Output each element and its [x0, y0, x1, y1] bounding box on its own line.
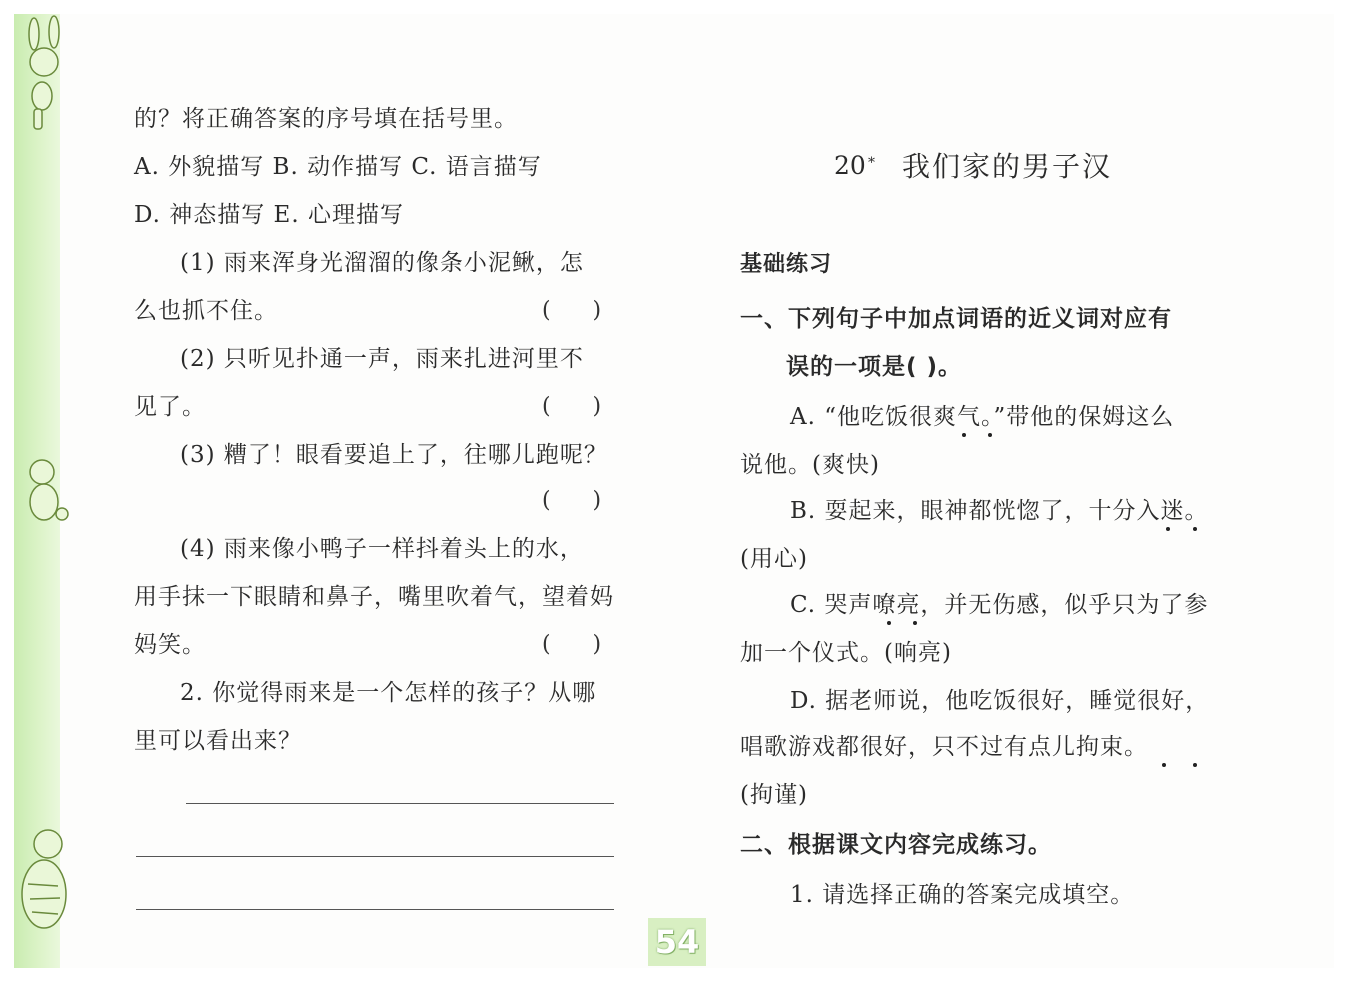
options-line-2: D. 神态描写 E. 心理描写: [134, 202, 404, 228]
option-b-line-2: (用心): [740, 546, 808, 572]
option-b-line-1: B. 耍起来，眼神都恍惚了，十分入迷。: [790, 498, 1209, 524]
section-heading: 基础练习: [740, 252, 833, 277]
question-2-line-1: 2. 你觉得雨来是一个怎样的孩子？从哪: [180, 680, 597, 706]
question-2-sub-1: 1. 请选择正确的答案完成填空。: [790, 882, 1135, 908]
option-c-line-1: C. 哭声嘹亮，并无伤感，似乎只为了参: [790, 592, 1209, 618]
answer-blank-2[interactable]: ( ): [542, 394, 602, 419]
sentence-4-line-3: 妈笑。: [134, 632, 206, 658]
options-line-1: A. 外貌描写 B. 动作描写 C. 语言描写: [134, 154, 542, 180]
emphasis-dot: [988, 433, 992, 437]
sentence-3-line-1: (3) 糟了！眼看要追上了，往哪儿跑呢？: [180, 442, 608, 468]
sentence-4-line-2: 用手抹一下眼睛和鼻子，嘴里吹着气，望着妈: [134, 584, 614, 610]
intro-text: 的？将正确答案的序号填在括号里。: [134, 106, 518, 132]
cartoon-animals-illustration: [14, 14, 84, 968]
emphasis-dot: [1162, 763, 1166, 767]
sentence-2-line-2: 见了。: [134, 394, 206, 420]
lesson-title: 我们家的男子汉: [902, 150, 1113, 183]
answer-line-2[interactable]: [136, 856, 614, 857]
answer-line-1[interactable]: [186, 803, 614, 804]
emphasis-dot: [887, 621, 891, 625]
page-number: 54: [648, 918, 706, 966]
emphasis-dot: [1193, 527, 1197, 531]
cat-icon: [30, 460, 68, 520]
question-2-line-2: 里可以看出来？: [134, 728, 302, 754]
lesson-number: 20: [834, 151, 866, 180]
emphasis-dot: [913, 621, 917, 625]
option-d-line-3: (拘谨): [740, 782, 808, 808]
answer-blank-3[interactable]: ( ): [542, 488, 602, 513]
question-1-line-1: 一、下列句子中加点词语的近义词对应有: [740, 306, 1172, 332]
sentence-1-line-1: (1) 雨来浑身光溜溜的像条小泥鳅，怎: [180, 250, 584, 276]
emphasis-dot: [1193, 763, 1197, 767]
answer-line-3[interactable]: [136, 909, 614, 910]
option-c-line-2: 加一个仪式。(响亮): [740, 640, 952, 666]
question-2-heading: 二、根据课文内容完成练习。: [740, 832, 1052, 858]
lesson-star: *: [868, 155, 875, 171]
sentence-2-line-1: (2) 只听见扑通一声，雨来扎进河里不: [180, 346, 584, 372]
tiger-icon: [22, 830, 66, 928]
option-a-line-1: A. “他吃饭很爽气。”带他的保姆这么: [790, 404, 1175, 430]
option-d-line-1: D. 据老师说，他吃饭很好，睡觉很好，: [790, 688, 1210, 714]
rabbit-icon: [29, 16, 59, 129]
option-d-line-2: 唱歌游戏都很好，只不过有点儿拘束。: [740, 734, 1148, 760]
answer-blank-1[interactable]: ( ): [542, 298, 602, 323]
sentence-4-line-1: (4) 雨来像小鸭子一样抖着头上的水，: [180, 536, 584, 562]
sentence-1-line-2: 么也抓不住。: [134, 298, 278, 324]
option-a-line-2: 说他。(爽快): [740, 452, 880, 478]
answer-blank-4[interactable]: ( ): [542, 632, 602, 657]
question-1-line-2: 误的一项是( )。: [786, 354, 963, 380]
emphasis-dot: [1166, 527, 1170, 531]
emphasis-dot: [962, 433, 966, 437]
